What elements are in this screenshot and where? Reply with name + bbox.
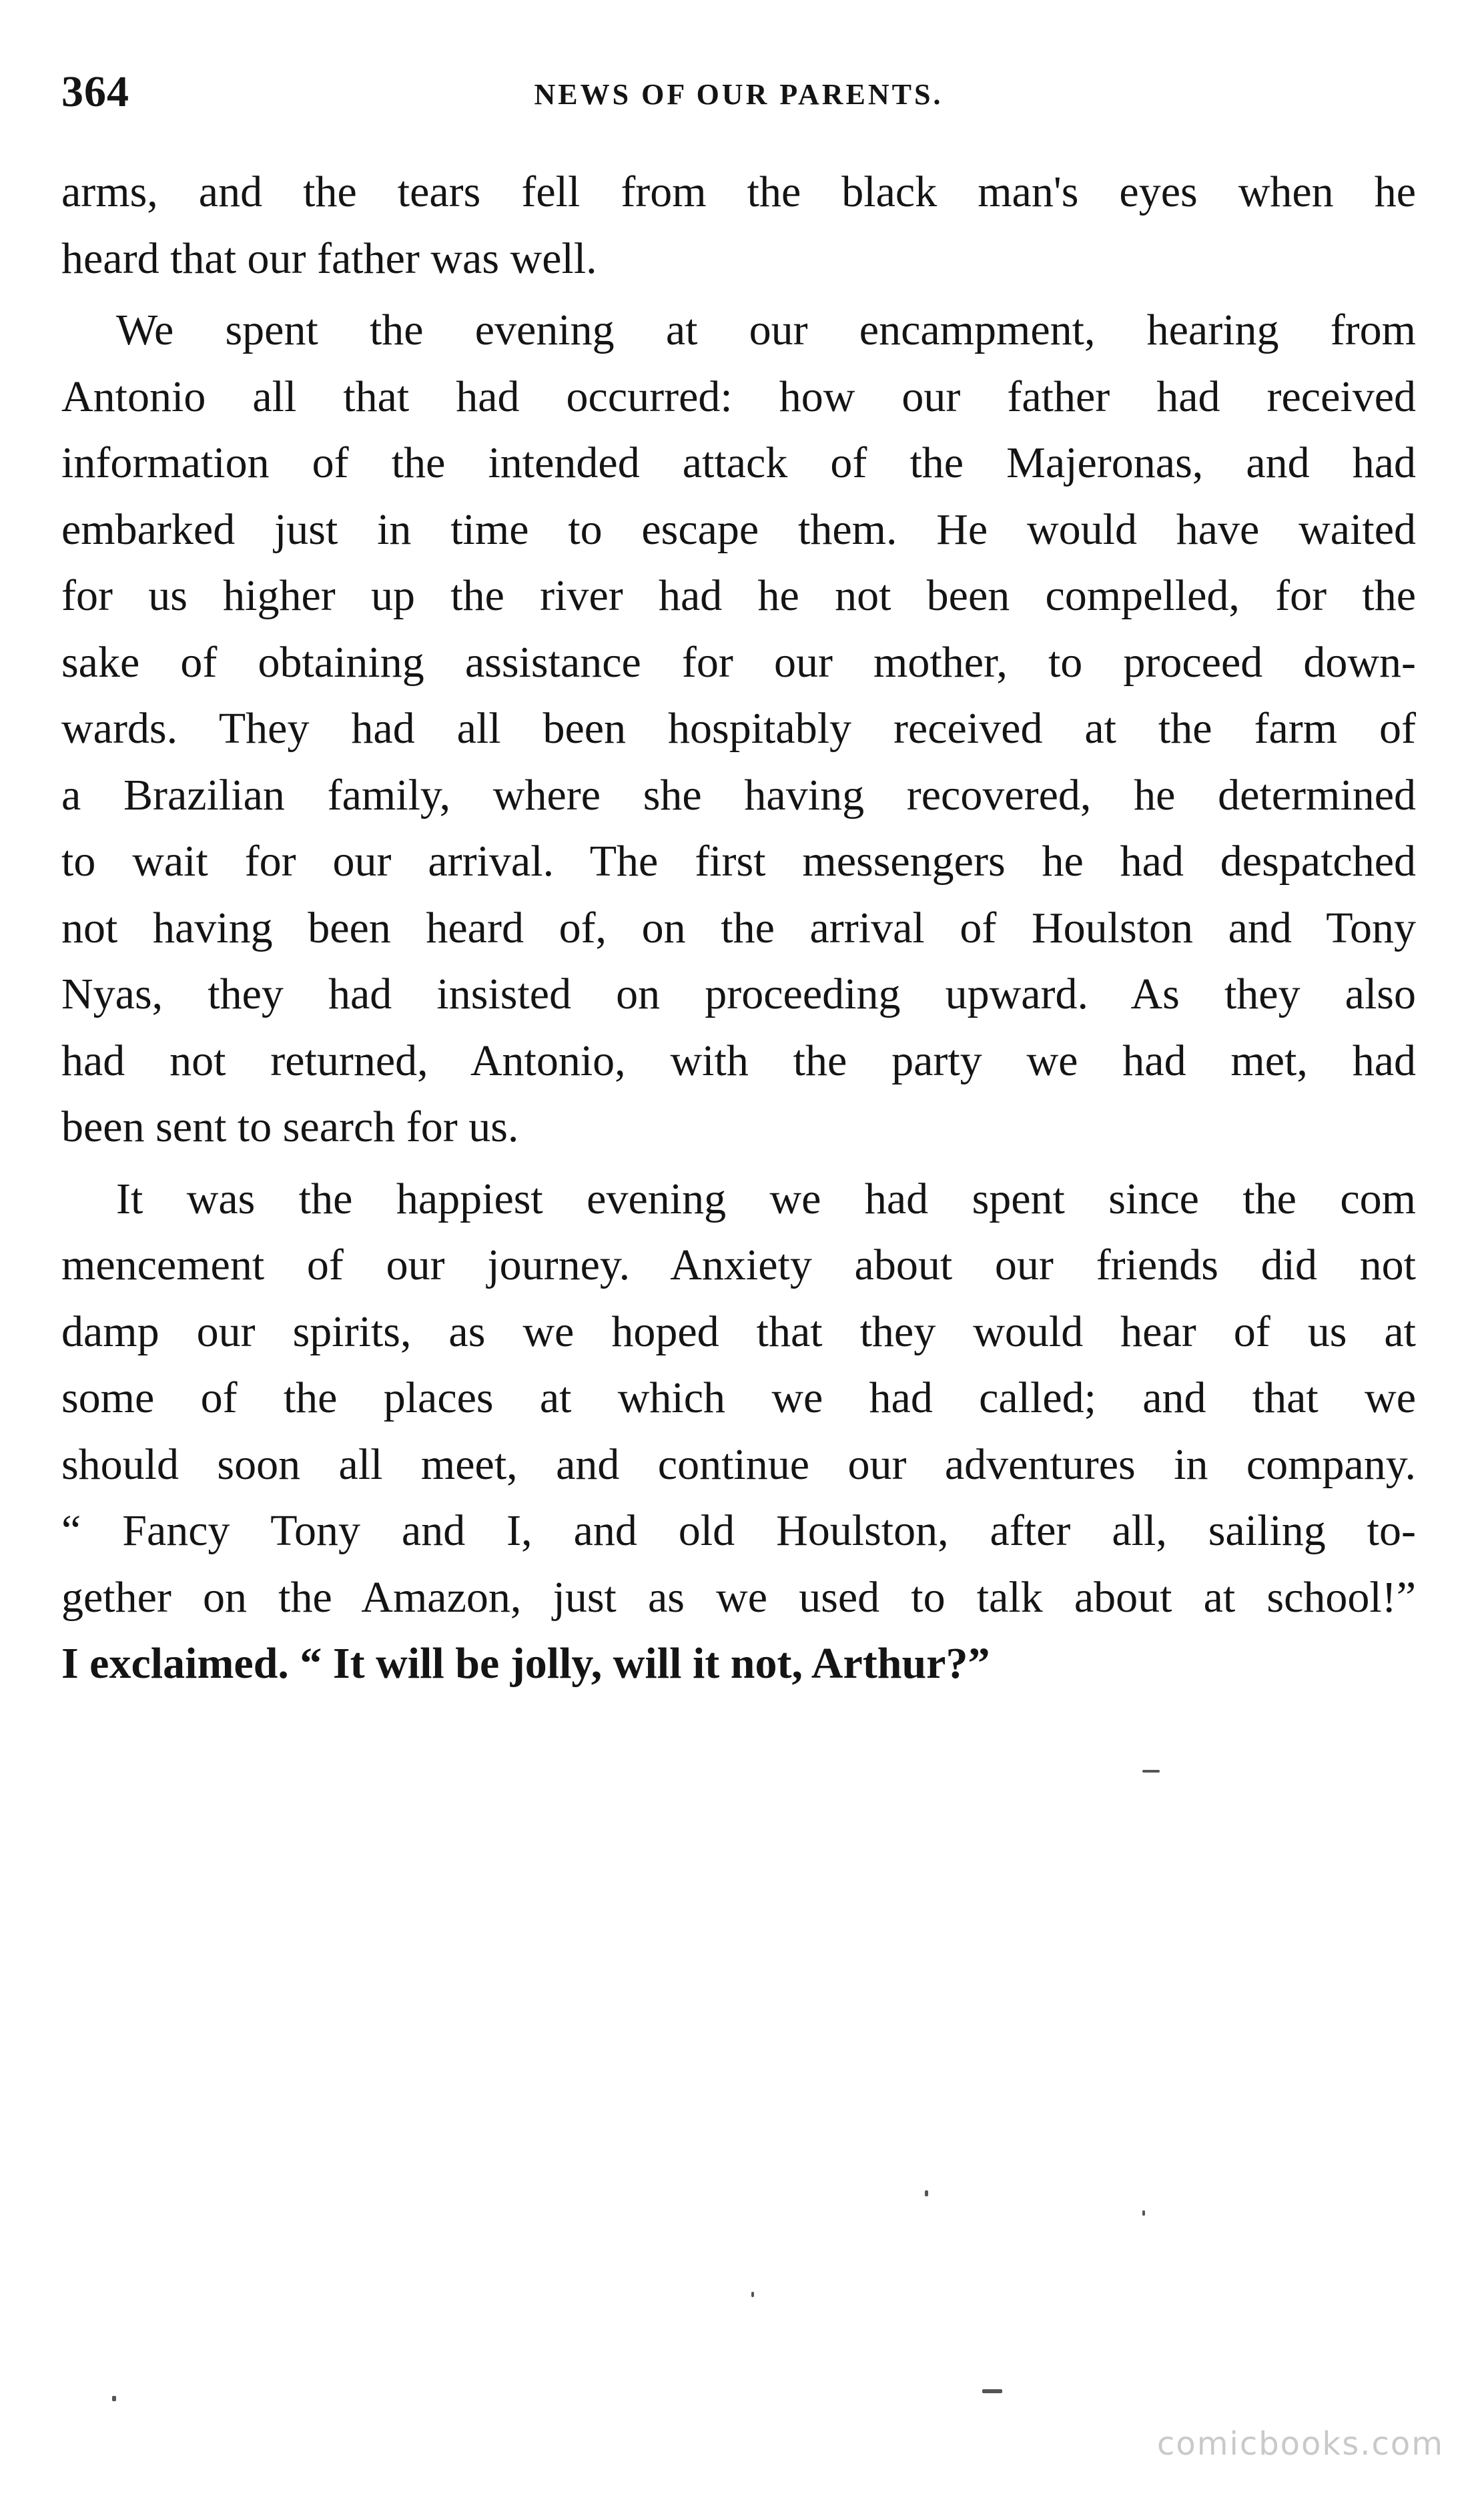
scan-speck — [925, 2190, 928, 2196]
text-line: been sent to search for us. — [61, 1103, 519, 1151]
text-line: had not returned, Antonio, with the party we had met, had — [61, 1036, 1416, 1085]
text-line: mencement of our journey. Anxiety about our friends did not — [61, 1241, 1416, 1289]
text-line: some of the places at which we had called; and that we — [61, 1373, 1416, 1422]
text-line: I exclaimed. “ It will be jolly, will it not, Arthur?” — [61, 1639, 990, 1688]
text-line: not having been heard of, on the arrival of Houlston and Tony — [61, 903, 1416, 952]
text-line: “ Fancy Tony and I, and old Houlston, after all, sailing to- — [61, 1506, 1416, 1555]
text-line: We spent the evening at our encampment, hearing from — [116, 306, 1416, 354]
text-line: It was the happiest evening we had spent since the com — [116, 1174, 1416, 1223]
text-line: damp our spirits, as we hoped that they would hear of us at — [61, 1307, 1416, 1356]
scan-speck — [751, 2292, 754, 2297]
scan-speck — [112, 2396, 116, 2401]
text-line: for us higher up the river had he not been compelled, for the — [61, 571, 1416, 620]
text-line: sake of obtaining assistance for our mother, to proceed down- — [61, 637, 1416, 687]
body-text — [61, 159, 1416, 1697]
scan-speck — [1142, 2210, 1145, 2216]
text-line: Nyas, they had insisted on proceeding upward. As they also — [61, 970, 1416, 1018]
text-line: heard that our father was well. — [61, 234, 597, 283]
text-line: to wait for our arrival. The first messengers he had despatched — [61, 837, 1416, 886]
text-line: should soon all meet, and continue our adventures in company. — [61, 1440, 1416, 1489]
scan-speck — [1142, 1770, 1160, 1773]
text-line: arms, and the tears fell from the black man's eyes when he — [61, 168, 1416, 216]
running-head: NEWS OF OUR PARENTS. — [534, 78, 944, 111]
text-line: wards. They had all been hospitably received at the farm of — [61, 704, 1416, 753]
page-number: 364 — [61, 67, 129, 116]
scan-speck — [982, 2389, 1002, 2393]
watermark: comicbooks.com — [1156, 2425, 1444, 2463]
text-line: information of the intended attack of the Majeronas, and had — [61, 438, 1416, 487]
text-line: a Brazilian family, where she having recovered, he determined — [61, 770, 1416, 820]
page-header — [61, 67, 1416, 127]
text-line: embarked just in time to escape them. He would have waited — [61, 505, 1416, 554]
text-line: gether on the Amazon, just as we used to talk about at school!” — [61, 1572, 1416, 1622]
text-line: Antonio all that had occurred: how our father had received — [61, 372, 1416, 421]
